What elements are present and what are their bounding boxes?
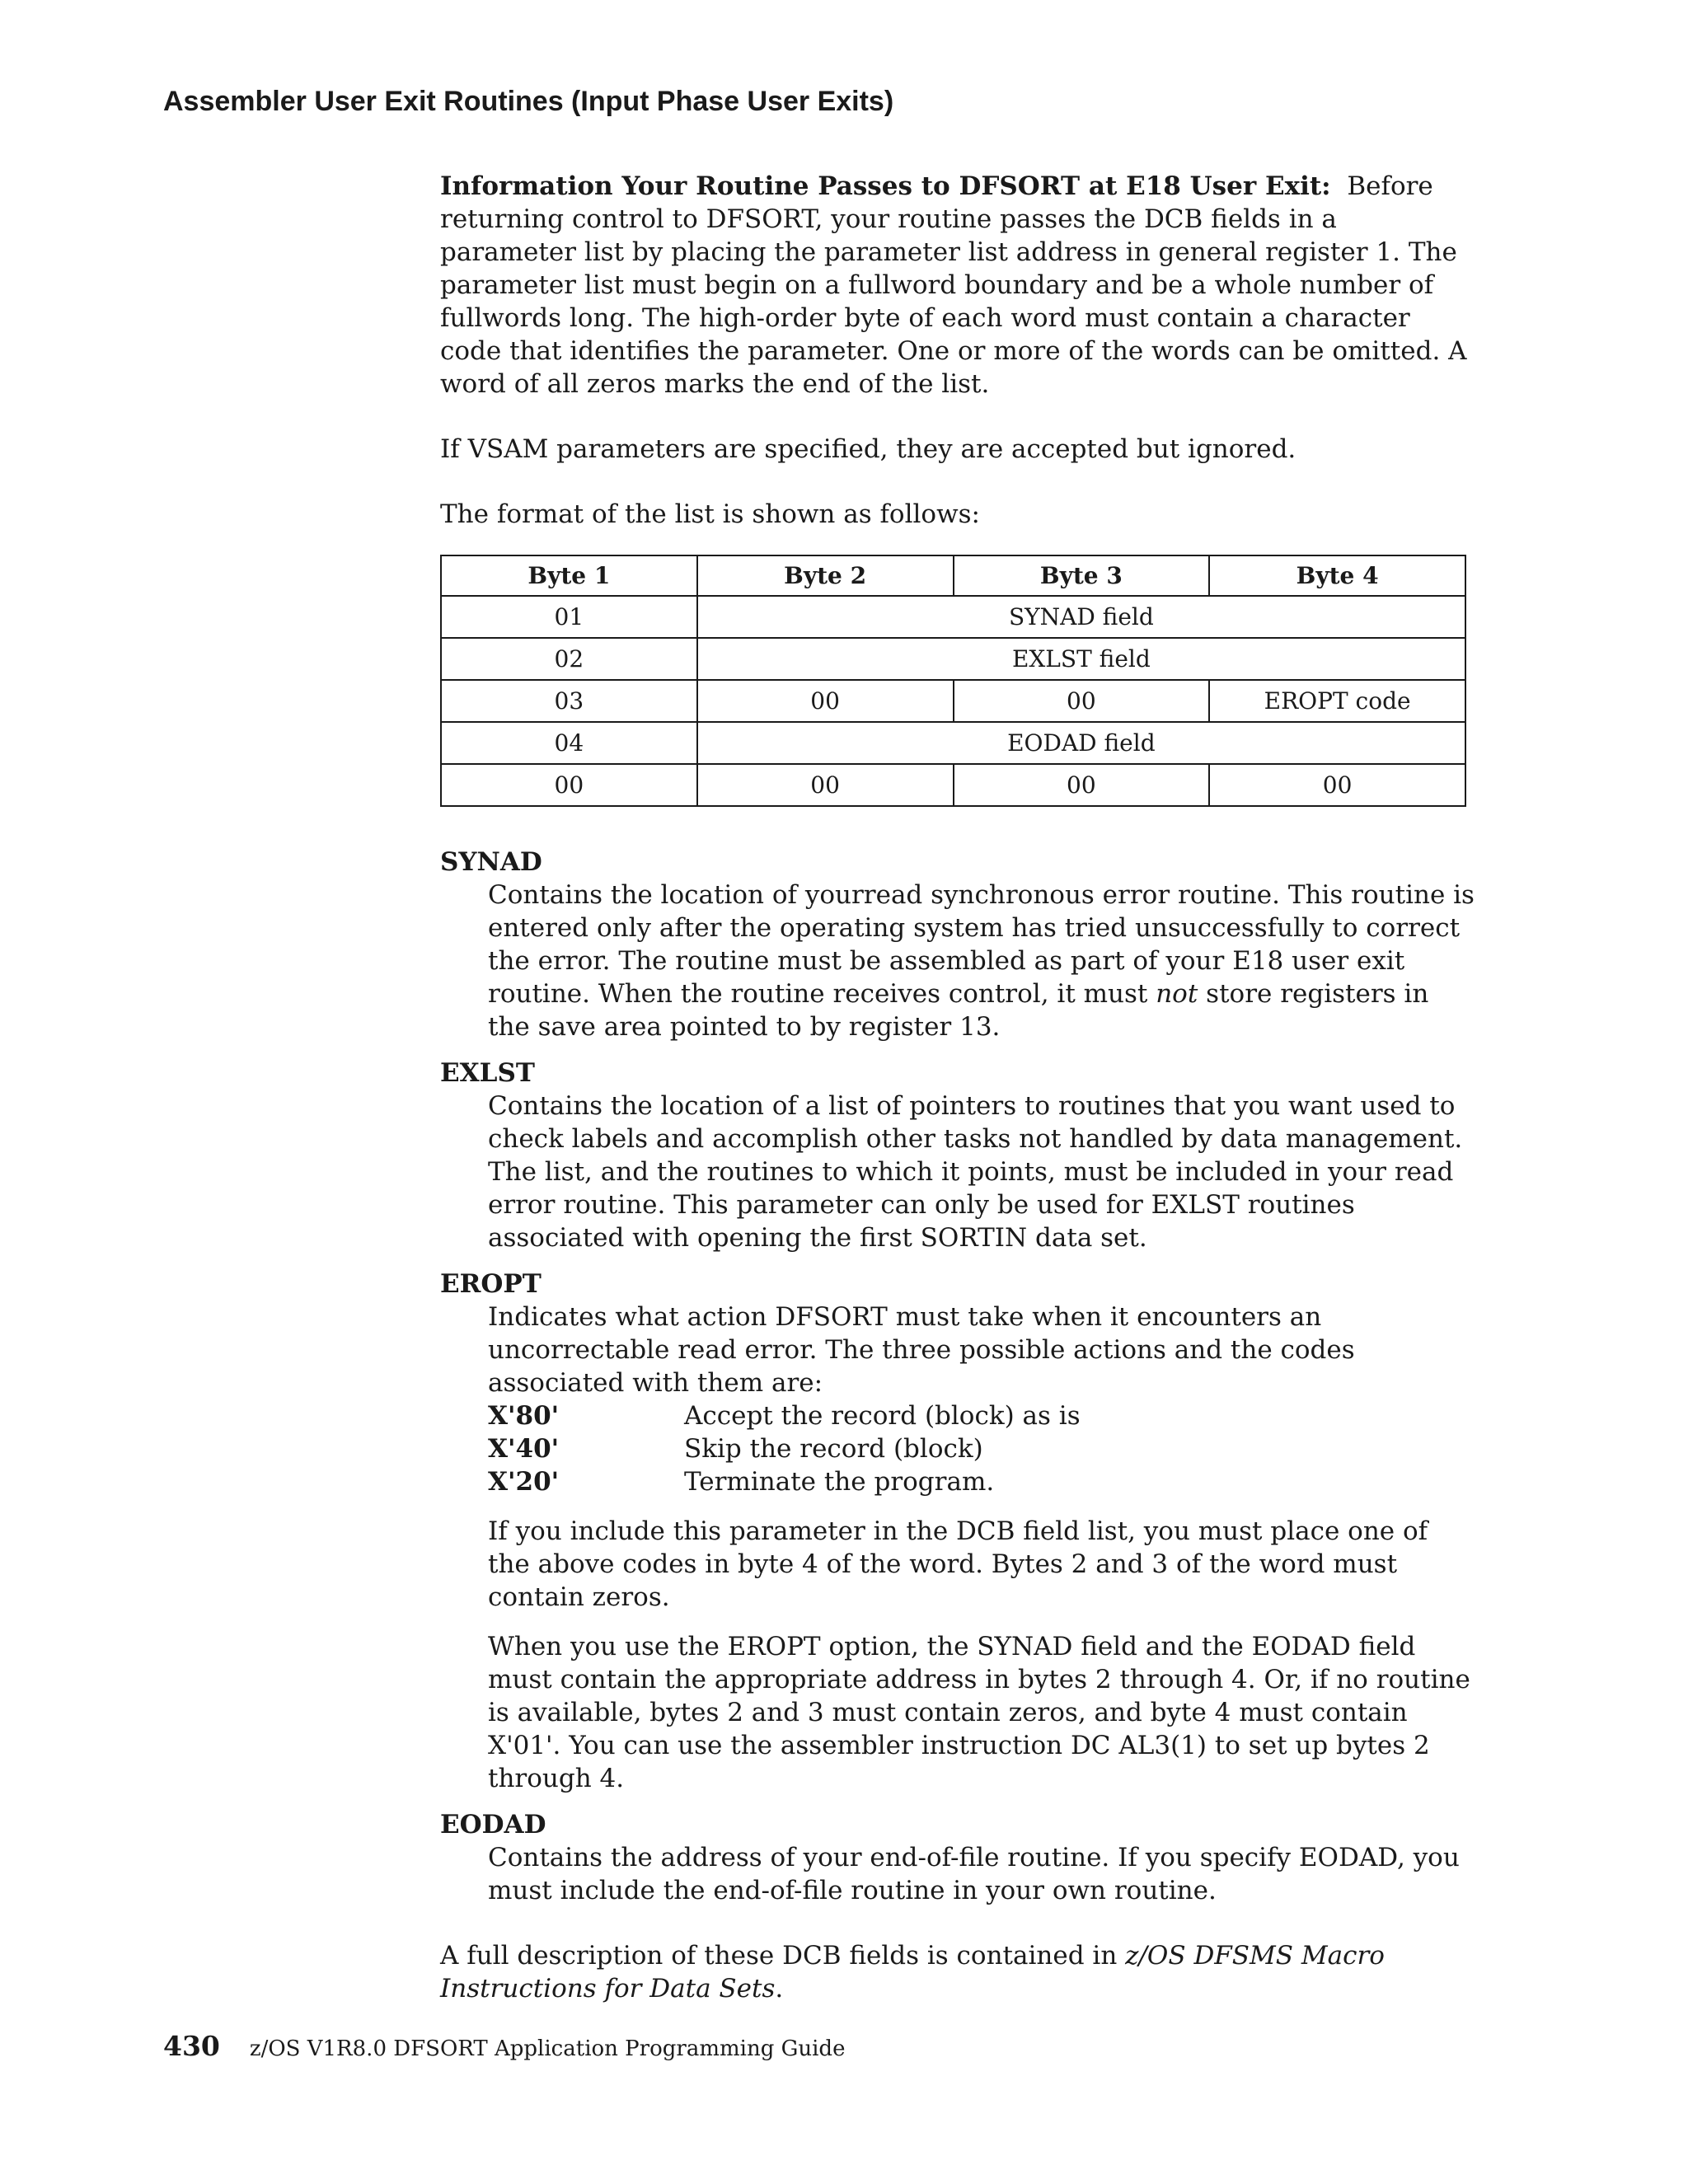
eropt-code-meaning: Accept the record (block) as is [684,1401,1081,1431]
intro-lead: Information Your Routine Passes to DFSORT at E18 User Exit: [440,171,1331,201]
eropt-code: X'40' [488,1434,560,1464]
cell-field-span: EODAD field [697,722,1465,764]
table-row [441,638,1465,680]
cell-byte-2: 00 [697,680,954,722]
eropt-code-meaning: Skip the record (block) [684,1434,983,1464]
closing-paragraph [440,1939,1475,2005]
cell-field-span: EXLST field [697,638,1465,680]
eropt-code: X'20' [488,1467,560,1497]
running-header-title: Assembler User Exit Routines (Input Phase User Exits) [163,86,894,117]
cell-byte-3: 00 [954,680,1210,722]
header-byte-3: Byte 3 [954,555,1210,596]
definition-text: If you include this parameter in the DCB field list, you must place one of the above codes in byte 4 of the word. Bytes 2 and 3 of the word must contain zeros. [488,1516,1428,1612]
definition-term: SYNAD [440,847,542,877]
page-body [440,170,1475,2005]
cell-byte-2: 00 [697,764,954,806]
table-row [441,596,1465,638]
definition-text [488,879,1475,1043]
cell-byte-4: EROPT code [1209,680,1465,722]
intro-paragraph [440,170,1475,401]
definition-synad [440,846,1475,1043]
cell-byte-1: 03 [441,680,697,722]
table-row [441,722,1465,764]
cell-byte-1: 01 [441,596,697,638]
table-row [441,764,1465,806]
footer-book-title: z/OS V1R8.0 DFSORT Application Programming Guide [249,2036,846,2061]
definition-text: Indicates what action DFSORT must take when it encounters an uncorrectable read error. The three possible actions and the codes associated with them are: [488,1302,1355,1398]
definition-list [440,846,1475,1907]
definition-term: EODAD [440,1810,546,1840]
definition-term: EXLST [440,1058,535,1088]
cell-byte-4: 00 [1209,764,1465,806]
book-reference: z/OS DFSMS Macro Instructions for Data Sets [440,1941,1385,2004]
page-footer [163,2030,845,2062]
definition-text: When you use the EROPT option, the SYNAD field and the EODAD field must contain the appropriate address in bytes 2 through 4. Or, if no routine is available, bytes 2 and 3 must contain zeros, and byte 4 must contain X'01'. You can use the assembler instruction DC AL3(1) to set up bytes 2 through 4. [488,1632,1470,1793]
emphasis-text: not [1156,979,1198,1009]
parameter-list-table [440,555,1466,807]
cell-byte-1: 02 [441,638,697,680]
definition-eropt [440,1268,1475,1795]
eropt-code: X'80' [488,1401,560,1431]
cell-byte-1: 00 [441,764,697,806]
table-row [441,680,1465,722]
header-byte-4: Byte 4 [1209,555,1465,596]
text-segment: A full description of these DCB fields is contained in [440,1941,1126,1971]
table-header-row [441,555,1465,596]
format-intro: The format of the list is shown as follows: [440,499,980,529]
definition-text: Contains the address of your end-of-file routine. If you specify EODAD, you must include the end-of-file routine in your own routine. [488,1843,1460,1905]
cell-byte-1: 04 [441,722,697,764]
eropt-code-list [488,1399,1475,1498]
vsam-note: If VSAM parameters are specified, they are accepted but ignored. [440,434,1296,464]
text-segment: store registers in the save area pointed to by register 13. [488,979,1429,1042]
definition-body [488,1090,1475,1254]
cell-field-span: SYNAD field [697,596,1465,638]
definition-body [488,879,1475,1043]
text-segment: . [775,1974,784,2004]
cell-byte-3: 00 [954,764,1210,806]
header-byte-2: Byte 2 [697,555,954,596]
intro-text: Before returning control to DFSORT, your routine passes the DCB fields in a parameter list by placing the parameter list address in general register 1. The parameter list must begin on a fullword boundary and be a whole number of fullwords long. The high-order byte of each word must contain a character code that identifies the parameter. One or more of the words can be omitted. A word of all zeros marks the end of the list. [440,171,1467,399]
text-segment: Contains the location of yourread synchronous error routine. This routine is entered only after the operating system has tried unsuccessfully to correct the error. The routine must be assembled as part of your E18 user exit routine. When the routine receives control, it must [488,880,1475,1009]
definition-body [488,1841,1475,1907]
definition-body [488,1301,1475,1795]
header-byte-1: Byte 1 [441,555,697,596]
page-number: 430 [163,2030,220,2062]
definition-eodad [440,1808,1475,1907]
definition-exlst [440,1057,1475,1254]
eropt-code-meaning: Terminate the program. [684,1467,995,1497]
definition-term: EROPT [440,1269,542,1299]
definition-text: Contains the location of a list of pointers to routines that you want used to check labels and accomplish other tasks not handled by data management. The list, and the routines to which it points, must be included in your read error routine. This parameter can only be used for EXLST routines associated with opening the first SORTIN data set. [488,1091,1463,1253]
